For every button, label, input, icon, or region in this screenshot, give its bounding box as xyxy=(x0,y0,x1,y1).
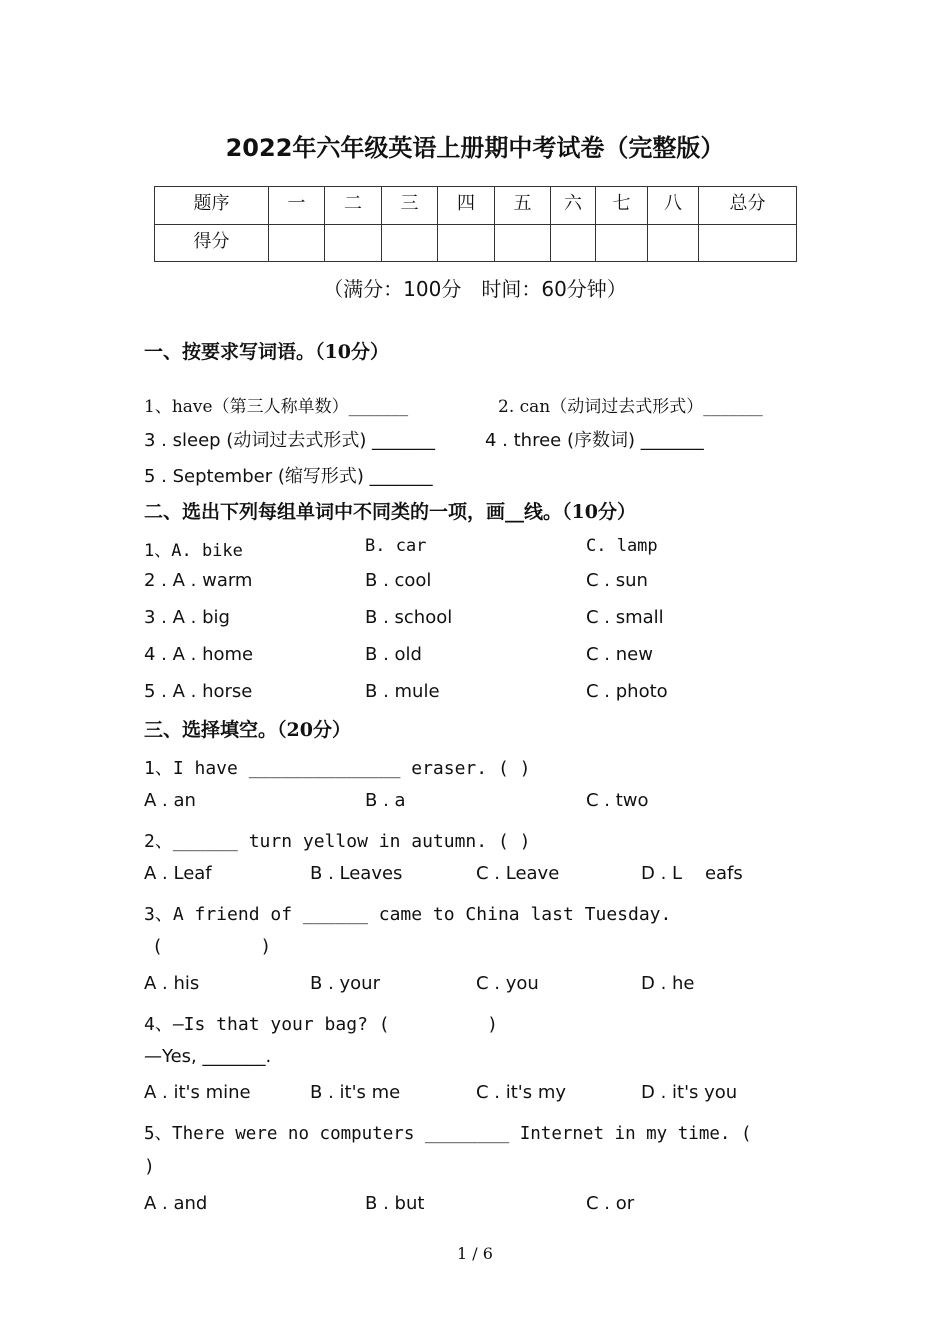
score-cell[interactable] xyxy=(325,224,382,262)
score-cell[interactable] xyxy=(438,224,495,262)
answer-blank: ( ) xyxy=(152,936,272,957)
option-text: D . it's you xyxy=(641,1082,738,1103)
table-header-cell: 五 xyxy=(495,187,551,225)
table-header-cell: 四 xyxy=(438,187,495,225)
question-text: 4 . three (序数词) _______ xyxy=(485,430,704,451)
score-cell[interactable] xyxy=(699,224,797,262)
page-number: 1 / 6 xyxy=(457,1244,493,1263)
page-title: 2022年六年级英语上册期中考试卷（完整版） xyxy=(225,134,725,162)
section-heading: 三、选择填空。（20分） xyxy=(144,719,351,741)
option-text: B . cool xyxy=(365,570,432,591)
table-header-cell: 八 xyxy=(648,187,699,225)
row-label-cell: 得分 xyxy=(155,224,269,262)
question-text: 1、I have ______________ eraser. ( ) xyxy=(144,758,531,779)
option-text: B. car xyxy=(365,536,427,556)
section-heading: 二、选出下列每组单词中不同类的一项，画__线。（10分） xyxy=(144,501,636,523)
option-text: B . school xyxy=(365,607,453,628)
option-text: C . it's my xyxy=(476,1082,567,1103)
option-text: 4 . A . home xyxy=(144,644,254,665)
question-text: 4、—Is that your bag? ( ) xyxy=(144,1014,498,1035)
question-text: 3、A friend of ______ came to China last Tuesday. xyxy=(144,904,672,925)
question-text: —Yes, _______. xyxy=(144,1046,272,1067)
option-text: B . Leaves xyxy=(310,863,403,884)
option-text: B . a xyxy=(365,790,406,811)
score-cell[interactable] xyxy=(648,224,699,262)
option-text: C . or xyxy=(586,1193,635,1214)
table-header-cell: 一 xyxy=(269,187,325,225)
score-cell[interactable] xyxy=(269,224,325,262)
exam-info: （满分：100分 时间：60分钟） xyxy=(323,277,627,301)
question-text: 3 . sleep (动词过去式形式) _______ xyxy=(144,430,436,451)
question-text: 2、______ turn yellow in autumn. ( ) xyxy=(144,831,531,852)
table-header-cell: 七 xyxy=(596,187,648,225)
score-table xyxy=(154,186,797,262)
option-text: C. lamp xyxy=(586,536,658,556)
option-text: A . and xyxy=(144,1193,208,1214)
score-cell[interactable] xyxy=(382,224,438,262)
score-cell[interactable] xyxy=(495,224,551,262)
option-text: C . you xyxy=(476,973,539,994)
option-text: A . Leaf xyxy=(144,863,212,884)
option-text: A . his xyxy=(144,973,200,994)
option-text: B . but xyxy=(365,1193,425,1214)
option-text: B . your xyxy=(310,973,380,994)
option-text: A . an xyxy=(144,790,196,811)
option-text: C . two xyxy=(586,790,649,811)
option-text: 2 . A . warm xyxy=(144,570,253,591)
option-text: D . he xyxy=(641,973,695,994)
option-text: A . it's mine xyxy=(144,1082,251,1103)
question-text: 5 . September (缩写形式) _______ xyxy=(144,466,433,487)
score-cell[interactable] xyxy=(551,224,596,262)
option-text: 5 . A . horse xyxy=(144,681,253,702)
option-text: C . Leave xyxy=(476,863,560,884)
score-table-header-row xyxy=(155,187,797,225)
question-text: 5、There were no computers ________ Internet in my time. ( xyxy=(144,1124,752,1144)
option-text: D . L eafs xyxy=(641,863,743,884)
option-text: C . new xyxy=(586,644,653,665)
option-text: B . old xyxy=(365,644,422,665)
option-text: C . photo xyxy=(586,681,668,702)
answer-blank: ) xyxy=(144,1156,155,1177)
table-header-cell: 二 xyxy=(325,187,382,225)
score-cell[interactable] xyxy=(596,224,648,262)
option-text: B . mule xyxy=(365,681,440,702)
score-table-score-row xyxy=(155,224,797,262)
table-header-cell: 六 xyxy=(551,187,596,225)
table-header-cell: 总分 xyxy=(699,187,797,225)
table-header-cell: 题序 xyxy=(155,187,269,225)
option-text: C . small xyxy=(586,607,664,628)
table-header-cell: 三 xyxy=(382,187,438,225)
option-text: C . sun xyxy=(586,570,648,591)
option-text: 3 . A . big xyxy=(144,607,230,628)
option-text: B . it's me xyxy=(310,1082,401,1103)
question-text: 1、have（第三人称单数）_______ xyxy=(144,397,409,417)
question-text: 2. can（动词过去式形式）_______ xyxy=(498,397,763,417)
section-heading: 一、按要求写词语。（10分） xyxy=(144,341,389,363)
option-text: 1、A. bike xyxy=(144,541,243,561)
